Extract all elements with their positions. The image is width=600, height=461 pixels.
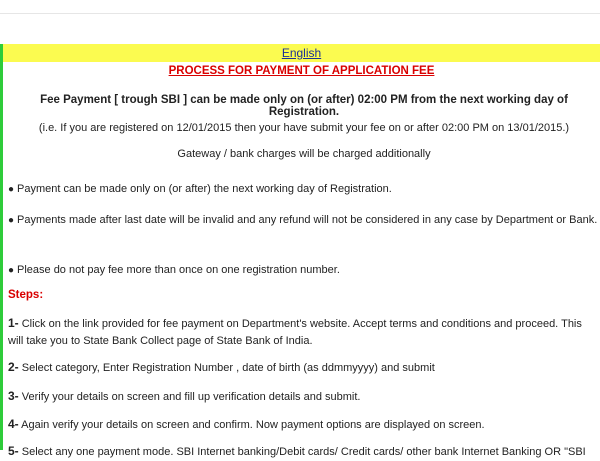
steps-title: Steps: [8,289,44,301]
bullet-item [8,262,340,279]
language-bar [3,44,600,62]
bullet-text: Payment can be made only on (or after) the next working day of Registration. [17,183,392,195]
gateway-charges-note: Gateway / bank charges will be charged additionally [177,148,431,160]
bullet-dot-icon: ● [8,265,15,276]
step-text: Click on the link provided for fee payment on Department's website. Accept terms and conditions and proceed. This will take you to State Bank Collect page of State Bank of India. [8,318,582,347]
bullet-item [8,212,600,229]
step-text: Select category, Enter Registration Number , date of birth (as ddmmyyyy) and submit [21,362,435,374]
step-number: 2- [8,360,19,374]
step-item [8,359,598,377]
step-item [8,315,598,350]
step-item [8,443,598,461]
step-text: Select any one payment mode. SBI Internet banking/Debit cards/ Credit cards/ other bank Internet Banking OR "SBI [21,446,586,458]
browser-top-strip [0,0,600,14]
payment-instructions-panel [0,44,600,458]
step-item [8,388,598,406]
bullet-dot-icon: ● [8,215,15,226]
page-heading: PROCESS FOR PAYMENT OF APPLICATION FEE [168,65,435,77]
bullet-item [8,181,392,198]
fee-payment-note: Fee Payment [ trough SBI ] can be made only on (or after) 02:00 PM from the next working day of Registration. [40,94,568,118]
example-note: (i.e. If you are registered on 12/01/2015 then your have submit your fee on or after 02:00 PM on 13/01/2015.) [38,122,570,134]
step-number: 3- [8,389,19,403]
step-number: 5- [8,444,19,458]
bullet-text: Please do not pay fee more than once on one registration number. [17,264,340,276]
english-link[interactable]: English [281,46,322,60]
bullet-dot-icon: ● [8,184,15,195]
bullet-text: Payments made after last date will be invalid and any refund will not be considered in any case by Department or Bank. [17,214,598,226]
step-text: Verify your details on screen and fill up verification details and submit. [21,391,361,403]
step-text: Again verify your details on screen and confirm. Now payment options are displayed on screen. [21,419,485,431]
step-item [8,416,598,434]
step-number: 1- [8,316,19,330]
step-number: 4- [8,417,19,431]
